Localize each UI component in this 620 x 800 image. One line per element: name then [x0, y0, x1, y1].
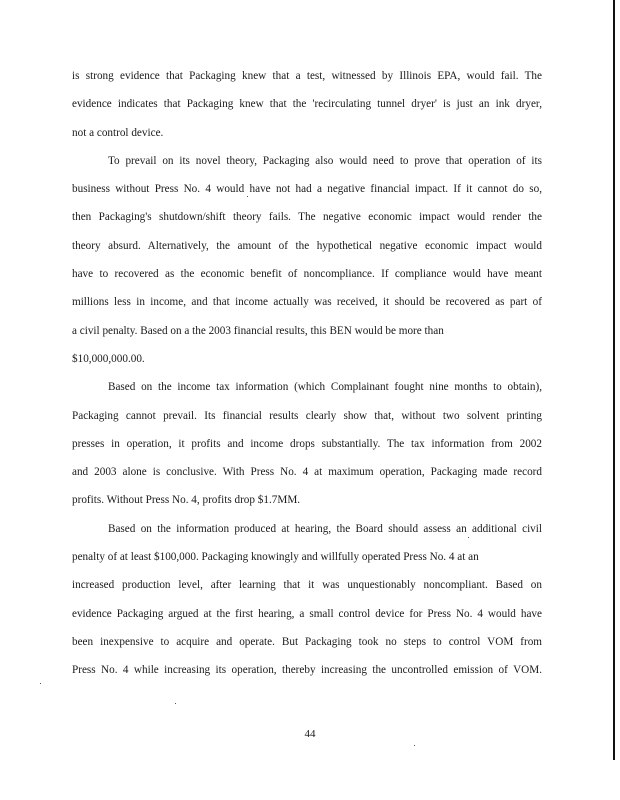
text-line: and 2003 alone is conclusive. With Press No. 4 at maximum operation, Packaging made record	[72, 466, 542, 479]
text-line: a civil penalty. Based on a the 2003 financial results, this BEN would be more than	[72, 324, 444, 337]
scan-speck	[40, 683, 41, 684]
text-line: millions less in income, and that income actually was received, it should be recovered as part of	[72, 296, 542, 309]
text-line: evidence indicates that Packaging knew that the 'recirculating tunnel dryer' is just an ink dryer,	[72, 98, 542, 111]
text-line: then Packaging's shutdown/shift theory fails. The negative economic impact would render the	[72, 211, 542, 224]
text-line: $10,000,000.00.	[72, 352, 145, 365]
page-number: 44	[304, 728, 316, 740]
text-line: business without Press No. 4 would have not had a negative financial impact. If it cannot do so,	[72, 183, 542, 196]
text-line: Press No. 4 while increasing its operation, thereby increasing the uncontrolled emission of VOM.	[72, 664, 542, 677]
text-line: To prevail on its novel theory, Packaging also would need to prove that operation of its	[108, 154, 542, 167]
text-line: presses in operation, it profits and income drops substantially. The tax information from 2002	[72, 437, 542, 450]
text-line: increased production level, after learning that it was unquestionably noncompliant. Based on	[72, 579, 542, 592]
text-line: evidence Packaging argued at the first hearing, a small control device for Press No. 4 would have	[72, 607, 542, 620]
scan-speck	[414, 745, 415, 746]
page-edge-rule	[613, 0, 615, 760]
text-line: theory absurd. Alternatively, the amount of the hypothetical negative economic impact would	[72, 239, 542, 252]
text-line: Based on the income tax information (which Complainant fought nine months to obtain),	[108, 381, 542, 394]
text-line: Packaging cannot prevail. Its financial results clearly show that, without two solvent printing	[72, 409, 542, 422]
scan-speck	[247, 196, 248, 197]
body-text	[72, 66, 542, 689]
text-line: penalty of at least $100,000. Packaging knowingly and willfully operated Press No. 4 at an	[72, 551, 479, 564]
text-line: profits. Without Press No. 4, profits drop $1.7MM.	[72, 494, 301, 507]
text-line: Based on the information produced at hearing, the Board should assess an additional civil	[108, 522, 542, 535]
scan-speck	[468, 537, 469, 538]
text-line: been inexpensive to acquire and operate. But Packaging took no steps to control VOM from	[72, 635, 542, 648]
scan-speck	[175, 703, 176, 704]
text-line: not a control device.	[72, 126, 164, 139]
text-line: is strong evidence that Packaging knew that a test, witnessed by Illinois EPA, would fail. The	[72, 70, 542, 82]
text-line: have to recovered as the economic benefit of noncompliance. If compliance would have meant	[72, 268, 542, 281]
